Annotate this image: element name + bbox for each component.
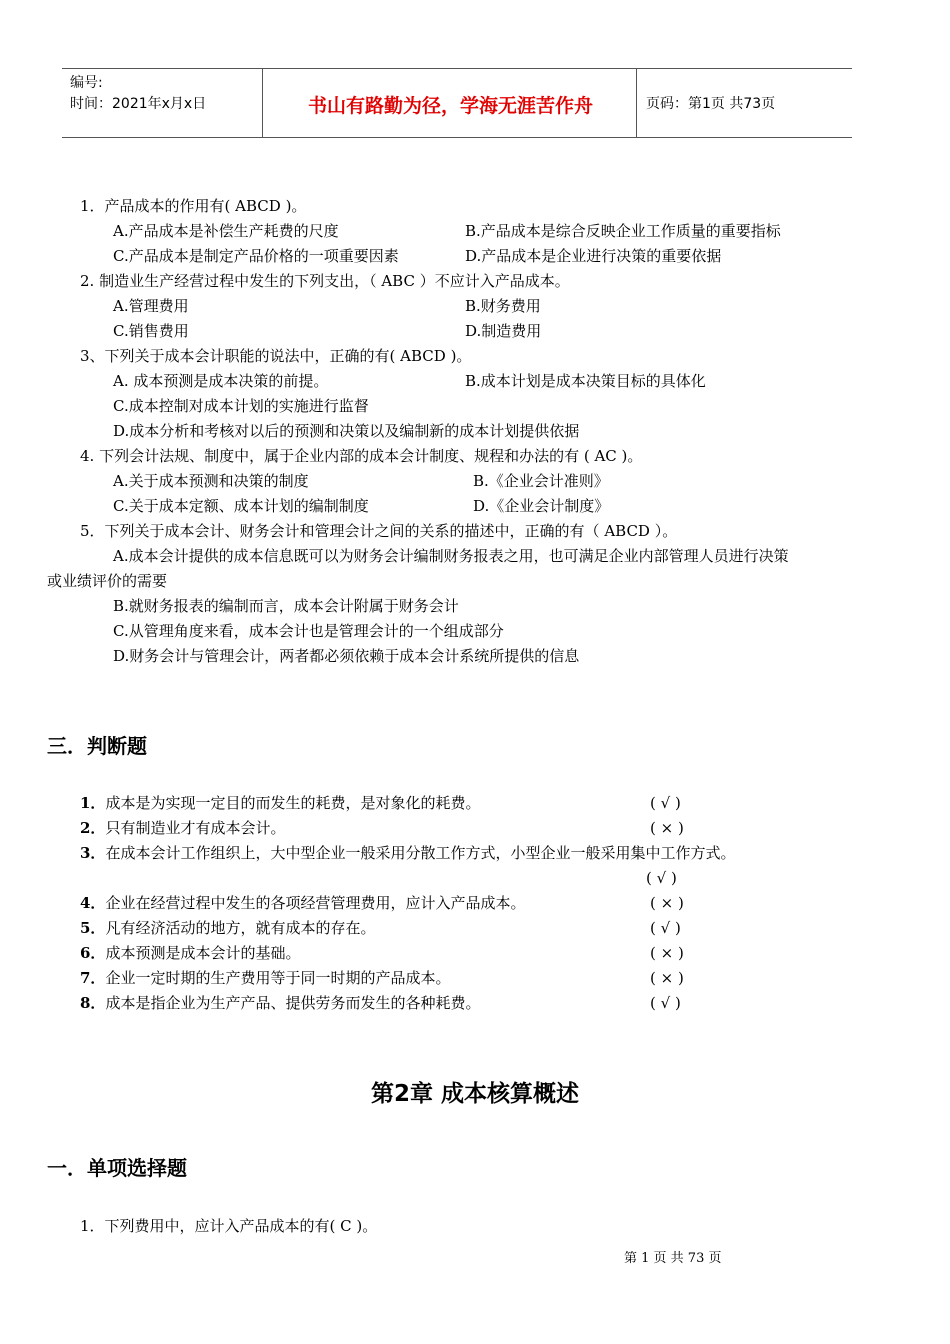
option-3a: A. 成本预测是成本决策的前提。 (113, 372, 329, 390)
page-header (62, 68, 852, 138)
judge-item: 6．成本预测是成本会计的基础。 (80, 944, 301, 962)
option-5a: A.成本会计提供的成本信息既可以为财务会计编制财务报表之用，也可满足企业内部管理人员进行决策 (113, 547, 789, 565)
option-2a: A.管理费用 (113, 297, 189, 315)
option-5c: C.从管理角度来看，成本会计也是管理会计的一个组成部分 (113, 622, 504, 640)
option-4d: D.《企业会计制度》 (473, 497, 610, 515)
option-3c: C.成本控制对成本计划的实施进行监督 (113, 397, 369, 415)
judge-item: 4．企业在经营过程中发生的各项经营管理费用，应计入产品成本。 (80, 894, 526, 912)
judge-mark: ( √ ) (650, 919, 681, 937)
header-divider (262, 69, 263, 137)
option-2d: D.制造费用 (465, 322, 542, 340)
judge-mark: ( × ) (650, 819, 684, 837)
judge-item: 3．在成本会计工作组织上，大中型企业一般采用分散工作方式，小型企业一般采用集中工作方式。 (80, 844, 736, 862)
header-meta (70, 73, 206, 115)
chapter-question-1: 1．下列费用中，应计入产品成本的有( C )。 (80, 1217, 378, 1235)
option-1d: D.产品成本是企业进行决策的重要依据 (465, 247, 722, 265)
option-3b: B.成本计划是成本决策目标的具体化 (465, 372, 706, 390)
header-page-info: 页码：第1页 共73页 (646, 96, 776, 112)
option-4b: B.《企业会计准则》 (473, 472, 609, 490)
time-label: 时间：2021年x月x日 (70, 96, 207, 112)
judge-item: 8．成本是指企业为生产产品、提供劳务而发生的各种耗费。 (80, 994, 481, 1012)
judge-mark: ( √ ) (650, 994, 681, 1012)
judge-item: 1．成本是为实现一定目的而发生的耗费，是对象化的耗费。 (80, 794, 481, 812)
question-3: 3、下列关于成本会计职能的说法中，正确的有( ABCD )。 (80, 347, 472, 365)
option-1b: B.产品成本是综合反映企业工作质量的重要指标 (465, 222, 781, 240)
option-2c: C.销售费用 (113, 322, 189, 340)
judge-mark: ( √ ) (650, 794, 681, 812)
option-1a: A.产品成本是补偿生产耗费的尺度 (113, 222, 339, 240)
judge-mark: ( × ) (650, 969, 684, 987)
option-4c: C.关于成本定额、成本计划的编制制度 (113, 497, 369, 515)
question-1: 1．产品成本的作用有( ABCD )。 (80, 197, 307, 215)
option-3d: D.成本分析和考核对以后的预测和决策以及编制新的成本计划提供依据 (113, 422, 580, 440)
option-5a-cont: 或业绩评价的需要 (47, 572, 168, 590)
option-4a: A.关于成本预测和决策的制度 (113, 472, 309, 490)
header-motto: 书山有路勤为径，学海无涯苦作舟 (307, 95, 593, 117)
option-5b: B.就财务报表的编制而言，成本会计附属于财务会计 (113, 597, 459, 615)
judge-item: 5．凡有经济活动的地方，就有成本的存在。 (80, 919, 376, 937)
section-title-judge: 三．判断题 (47, 734, 147, 758)
page-footer: 第 1 页 共 73 页 (624, 1251, 722, 1266)
option-5d: D.财务会计与管理会计，两者都必须依赖于成本会计系统所提供的信息 (113, 647, 580, 665)
question-5: 5．下列关于成本会计、财务会计和管理会计之间的关系的描述中，正确的有（ ABCD ）。 (80, 522, 678, 540)
number-label: 编号: (70, 75, 103, 91)
judge-mark: ( × ) (650, 894, 684, 912)
question-2: 2. 制造业生产经营过程中发生的下列支出，（ ABC ）不应计入产品成本。 (80, 272, 570, 290)
judge-mark: ( × ) (650, 944, 684, 962)
section-title-single: 一．单项选择题 (47, 1156, 187, 1180)
judge-item: 2．只有制造业才有成本会计。 (80, 819, 286, 837)
judge-mark: ( √ ) (646, 869, 677, 887)
option-1c: C.产品成本是制定产品价格的一项重要因素 (113, 247, 399, 265)
option-2b: B.财务费用 (465, 297, 541, 315)
judge-item: 7．企业一定时期的生产费用等于同一时期的产品成本。 (80, 969, 451, 987)
header-divider (636, 69, 637, 137)
chapter-title: 第2章 成本核算概述 (370, 1081, 579, 1107)
question-4: 4. 下列会计法规、制度中，属于企业内部的成本会计制度、规程和办法的有 ( AC )。 (80, 447, 643, 465)
